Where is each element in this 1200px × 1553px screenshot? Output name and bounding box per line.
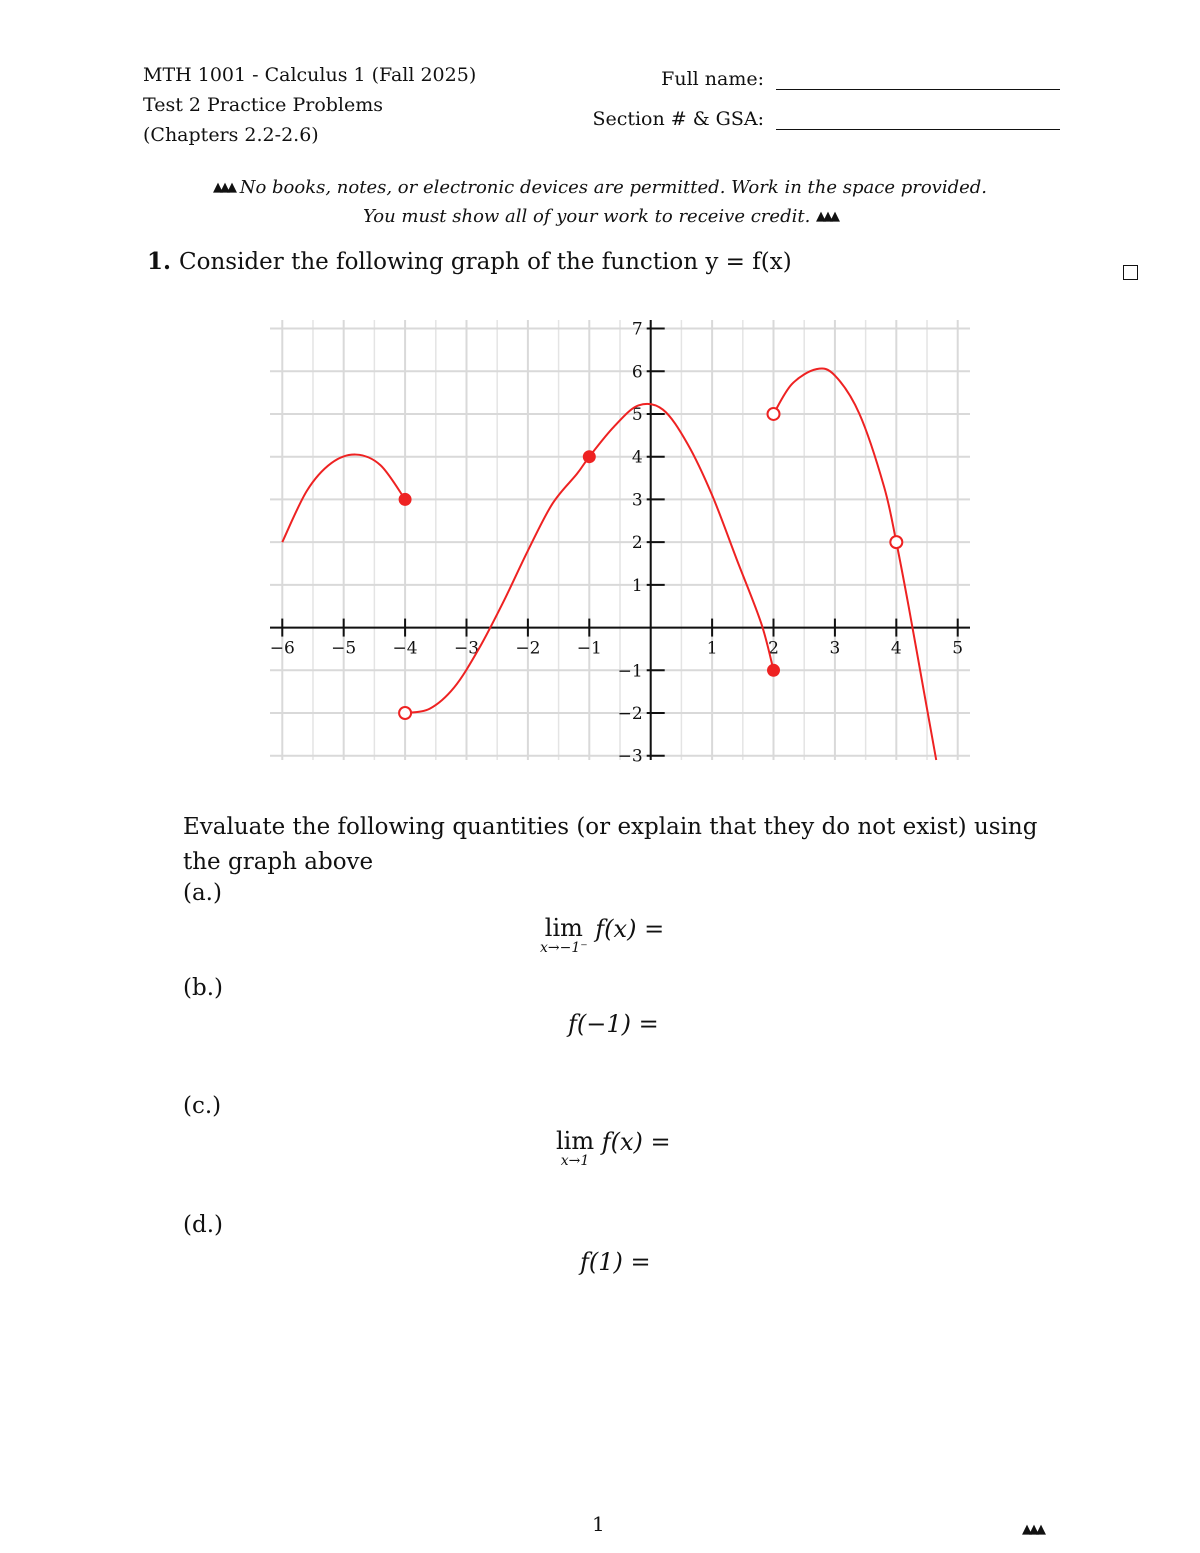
x-tick-label: −4 bbox=[392, 638, 418, 659]
part-d-expression: f(1) = bbox=[580, 1248, 651, 1276]
student-info-fields bbox=[592, 50, 1060, 130]
part-b-expression: f(−1) = bbox=[568, 1010, 659, 1038]
x-tick-label: −3 bbox=[453, 638, 480, 659]
notice-text: No books, notes, or electronic devices are permitted. Work in the space provided. You must show all of your work to receive credit. bbox=[239, 177, 988, 227]
y-tick-label: −3 bbox=[617, 746, 643, 767]
x-tick-label: 2 bbox=[768, 638, 779, 659]
open-point bbox=[399, 707, 411, 719]
part-b-label: (b.) bbox=[183, 975, 223, 1001]
question-number: 1. bbox=[147, 248, 172, 275]
x-tick-label: 4 bbox=[890, 638, 902, 659]
full-name-field[interactable] bbox=[776, 67, 1060, 90]
course-header bbox=[143, 60, 476, 150]
section-field[interactable] bbox=[776, 107, 1060, 130]
chapters-label: (Chapters 2.2-2.6) bbox=[143, 124, 319, 146]
open-point bbox=[890, 536, 902, 548]
open-point bbox=[768, 408, 780, 420]
y-tick-label: 3 bbox=[631, 490, 643, 511]
x-tick-label: −1 bbox=[576, 638, 602, 659]
y-tick-label: 7 bbox=[631, 319, 643, 340]
y-tick-label: 6 bbox=[631, 362, 643, 383]
function-graph bbox=[260, 310, 980, 770]
question-text: Consider the following graph of the function y = f(x) bbox=[179, 249, 792, 275]
x-tick-label: −5 bbox=[331, 638, 357, 659]
evaluate-instructions: Evaluate the following quantities (or explain that they do not exist) using the graph above bbox=[183, 814, 1038, 875]
exam-notice bbox=[210, 173, 990, 231]
part-a-expression bbox=[540, 915, 664, 955]
section-label: Section # & GSA: bbox=[592, 108, 764, 130]
y-tick-label: 2 bbox=[631, 533, 643, 554]
full-name-row bbox=[592, 50, 1060, 90]
part-c-expression bbox=[556, 1128, 671, 1168]
y-tick-label: −1 bbox=[617, 661, 643, 682]
x-tick-label: −6 bbox=[269, 638, 295, 659]
test-title: Test 2 Practice Problems bbox=[143, 94, 384, 116]
function-curve bbox=[774, 368, 937, 760]
limit-function: f(x) = bbox=[601, 1128, 671, 1156]
closed-point bbox=[583, 451, 595, 463]
bat-ornament-icon: ▲▲▲ bbox=[212, 180, 234, 195]
x-tick-label: 3 bbox=[829, 638, 841, 659]
y-tick-label: −2 bbox=[617, 704, 643, 725]
closed-point bbox=[399, 493, 411, 505]
limit-operator: lim x→1 bbox=[556, 1127, 595, 1169]
closed-point bbox=[768, 664, 780, 676]
full-name-label: Full name: bbox=[661, 68, 764, 90]
question-1-prompt bbox=[147, 248, 792, 275]
course-title: MTH 1001 - Calculus 1 (Fall 2025) bbox=[143, 64, 477, 86]
part-a-label: (a.) bbox=[183, 880, 222, 906]
page-number: 1 bbox=[592, 1512, 605, 1536]
part-c-label: (c.) bbox=[183, 1093, 222, 1119]
y-tick-label: 1 bbox=[631, 575, 643, 596]
checkbox-icon[interactable] bbox=[1123, 265, 1138, 280]
x-tick-label: −2 bbox=[515, 638, 541, 659]
limit-function: f(x) = bbox=[595, 915, 665, 943]
limit-operator: lim x→−1⁻ bbox=[540, 914, 588, 956]
section-row bbox=[592, 90, 1060, 130]
bat-ornament-icon: ▲▲▲ bbox=[1022, 1522, 1043, 1537]
x-tick-label: 5 bbox=[952, 638, 964, 659]
part-d-label: (d.) bbox=[183, 1212, 223, 1238]
bat-ornament-icon: ▲▲▲ bbox=[816, 209, 838, 224]
x-tick-label: 1 bbox=[706, 638, 718, 659]
y-tick-label: 4 bbox=[631, 447, 643, 468]
y-tick-label: 5 bbox=[631, 404, 643, 425]
